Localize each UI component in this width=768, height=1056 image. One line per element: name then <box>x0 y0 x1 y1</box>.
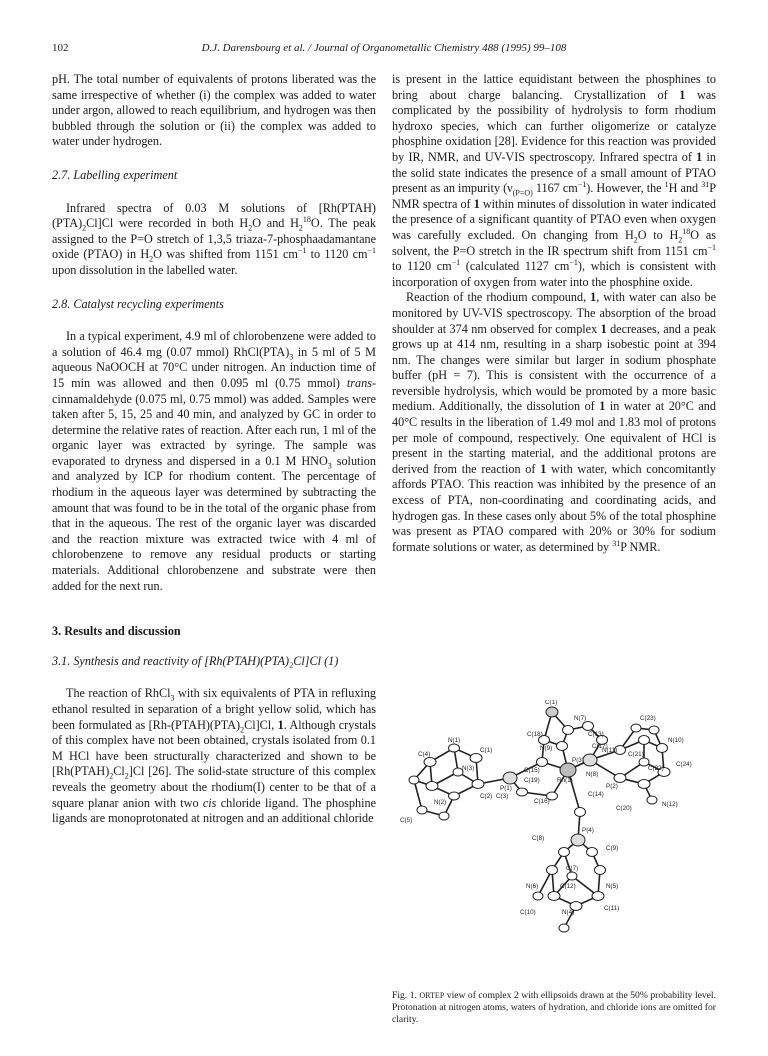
atom-label: C(11) <box>604 905 620 912</box>
atom-label: C(22) <box>648 765 664 772</box>
paragraph: Infrared spectra of 0.03 M solutions of $[Rh(PTAH)(PTA)_2Cl]Cl$ were recorded in both $H_2O$ and $H_2^{18}O$. The peak assigned to the P=O stretch of 1,3,5 triaza-7-phosphaadamantane oxide (PTAO) in $H_2O$ was shifted from 1151 $cm^{-1}$ to 1120 $cm^{-1}$ upon dissolution in the labelled water. <box>52 200 376 277</box>
paragraph: The reaction of RhCl$_3$ with six equivalents of PTA in refluxing ethanol resulted in separation of a bright yellow solid, which has been formulated as $[Rh-(PTAH)(PTA)_2Cl]Cl$, 1. Although crystals of this complex have not been obtained, crystals isolated from 0.1 M HCl have been structurally characterized and shown to be $[Rh(PTAH)_2Cl_2]Cl$ [26]. The solid-state structure of this complex reveals the geometry about the rhodium(I) center to be that of a square planar anion with two cis chloride ligand. The phosphine ligands are monoprotonated at nitrogen and an additional chloride <box>52 686 377 826</box>
atom-label: C(10) <box>520 909 536 916</box>
figure-caption: Fig. 1. ORTEP view of complex 2 with ellipsoids drawn at the 50% probability level. Protonation at nitrogen atoms, waters of hydration, and chloride ions are omitted for clarity. <box>392 990 716 1025</box>
atom-label: C(21) <box>628 751 644 758</box>
atom-label: C(12) <box>560 883 576 890</box>
atom-label: C(14) <box>588 791 604 798</box>
atom-label: N(11) <box>602 747 618 754</box>
atom-label: N(9) <box>540 745 553 752</box>
atom-label: C(20) <box>616 805 632 812</box>
running-head: D.J. Darensbourg et al. / Journal of Organometallic Chemistry 488 (1995) 99–108 <box>201 42 567 54</box>
atom-label: N(10) <box>668 737 684 744</box>
ortep-figure <box>392 700 716 985</box>
paragraph: pH. The total number of equivalents of protons liberated was the same irrespective of whether (i) the complex was added to water under argon, allowed to reach equilibrium, and hydrogen was then bubbled through the solution or (ii) the complex was added to water under hydrogen. <box>52 72 376 149</box>
atom-label: P(1) <box>500 785 512 792</box>
atom-label: C(7) <box>566 865 579 872</box>
atom-label: C(9) <box>606 845 619 852</box>
ortep-structure-drawing <box>392 700 716 985</box>
atom-label: N(4) <box>562 909 575 916</box>
paragraph: In a typical experiment, 4.9 ml of chlorobenzene were added to a solution of 46.4 mg (0.07 mmol) $RhCl(PTA)_3$ in 5 ml of 5 M aqueous NaOOCH at 70°C under nitrogen. An induction time of 15 min was allowed and then 0.095 ml (0.75 mmol) trans-cinnamaldehyde (0.075 ml, 0.75 mmol) was added. Samples were taken after 5, 15, 25 and 40 min, and analyzed by GC in order to determine the relative rates of reaction. After each run, 1 ml of the organic layer was extracted by syringe. The sample was evaporated to dryness and dispersed in a 0.1 M $HNO_3$ solution and analyzed by ICP for rhodium content. The percentage of rhodium in the aqueous layer was determined by subtracting the amount that was found to be in the total of the organic phase from that in the aqueous. The rest of the organic layer was discarded and the reaction mixture was extracted twice with 4 ml of chlorobenzene to remove any residual products or starting materials. Additional chlorobenzene and substrate were then added for the next run. <box>52 329 376 593</box>
section-heading-2-8: 2.8. Catalyst recycling experiments <box>52 296 224 311</box>
left-column <box>52 72 376 827</box>
atom-label: P(3) <box>572 757 584 764</box>
atom-label: N(2) <box>434 799 447 806</box>
atom-label: C(3) <box>496 793 509 800</box>
paragraph: Reaction of the rhodium compound, 1, with water can also be monitored by UV-VIS spectroscopy. The absorption of the broad shoulder at 374 nm observed for complex 1 decreases, and a peak grows up at 414 nm, resulting in a sharp isobestic point at 394 nm. The changes were similar but larger in sodium phosphate buffer (pH = 7). This is consistent with the occurrence of a reversible hydrolysis, which would be promoted by a more basic medium. Additionally, the dissolution of 1 in water at 20°C and 40°C results in the liberation of 1.49 mol and 1.83 mol of protons per mole of compound, respectively. One equivalent of HCl is present in the starting material, and the additional protons are derived from the reaction of 1 with water, which concomitantly affords PTAO. This reaction was inhibited by the presence of an excess of PTA, non-coordinating and coordinating acids, and hydrogen gas. In these cases only about 5% of the total phosphine was present as PTAO compared with 20% or 30% for sodium formate solutions or water, as determined by $^{31}$P NMR. <box>392 290 717 554</box>
atom-label: N(5) <box>606 883 619 890</box>
atom-label: C(4) <box>418 751 431 758</box>
atom-label: C(13) <box>588 731 604 738</box>
atom-label: N(6) <box>526 883 539 890</box>
section-heading-2-7: 2.7. Labelling experiment <box>52 167 178 182</box>
page-header <box>52 42 716 58</box>
atom-label: N(1) <box>448 737 461 744</box>
atom-label: C(19) <box>524 777 540 784</box>
atom-label: N(3) <box>462 765 475 772</box>
atom-label: C(23) <box>640 715 656 722</box>
atom-label: C(15) <box>524 767 540 774</box>
atom-label: Rh(1) <box>557 777 573 784</box>
paragraph: is present in the lattice equidistant between the phosphines to bring about charge balancing. Crystallization of 1 was complicated by the possibility of hydrolysis to form rhodium hydroxo species, which can further oligomerize or catalyze phosphine oxidation [28]. Evidence for this reaction was provided by IR, NMR, and UV-VIS spectroscopy. Infrared spectra of 1 in the solid state indicates the presence of a small amount of PTAO present as an impurity ($\nu_{(P=O)}$ 1167 $cm^{-1}$). However, the $^1$H and $^{31}$P NMR spectra of 1 within minutes of dissolution in water indicated the presence of a significant quantity of PTAO even when oxygen was carefully excluded. On changing from $H_2O$ to $H_2^{18}O$ as solvent, the P=O stretch in the IR spectrum shift from 1151 $cm^{-1}$ to 1120 $cm^{-1}$ (calculated 1127 $cm^{-1}$), which is consistent with incorporation of oxygen from water into the phosphine oxide. <box>392 72 717 289</box>
atom-label: C(24) <box>676 761 692 768</box>
atom-label: C(18) <box>527 731 543 738</box>
atom-label: C(5) <box>400 817 413 824</box>
atom-label: P(4) <box>582 827 594 834</box>
atom-label: C(1) <box>545 700 558 706</box>
atom-label: P(2) <box>606 783 618 790</box>
atom-label: C(1) <box>480 747 493 754</box>
page-number: 102 <box>52 42 69 54</box>
section-heading-3-1: 3.1. Synthesis and reactivity of [Rh(PTAH)(PTA)₂Cl]Cl (1) <box>52 653 339 668</box>
right-column <box>392 72 716 555</box>
atom-label: N(12) <box>662 801 678 808</box>
atom-label: N(8) <box>586 771 599 778</box>
atom-label: C(16) <box>534 798 550 805</box>
section-heading-3: 3. Results and discussion <box>52 624 181 639</box>
atom-label: C(8) <box>532 835 545 842</box>
atom-label: C(2) <box>480 793 493 800</box>
atom-label: C(17) <box>592 743 608 750</box>
atom-label: N(7) <box>574 715 587 722</box>
